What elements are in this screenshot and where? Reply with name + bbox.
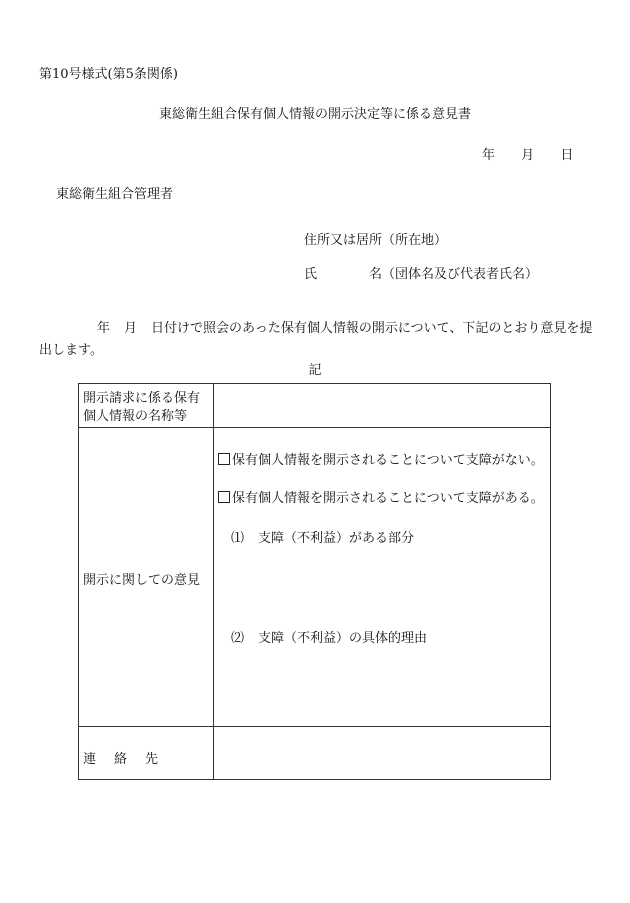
row-label-opinion: 開示に関しての意見 (83, 573, 201, 588)
name-label-right: 名（団体名及び代表者氏名） (369, 267, 539, 282)
date-month-label: 月 (521, 148, 535, 163)
date-line (482, 149, 573, 162)
addressee: 東総衛生組合管理者 (56, 187, 174, 202)
table-column-divider (213, 384, 214, 779)
form-number: 第10号様式(第5条関係) (39, 67, 178, 82)
sub-item-number: ⑵ (231, 631, 245, 646)
contact-char: 連 (83, 752, 97, 767)
row-label-contact (83, 751, 176, 769)
body-paragraph (39, 318, 599, 362)
form-table (78, 383, 551, 780)
body-month-char: 月 (124, 321, 138, 336)
checkbox-hindrance[interactable] (218, 491, 230, 503)
sub-item-text: 支障（不利益）の具体的理由 (258, 631, 428, 646)
option-no-hindrance (218, 452, 544, 470)
sub-item-hindrance-part (231, 530, 414, 548)
row-label-line: 個人情報の名称等 (83, 408, 188, 424)
date-day-label: 日 (560, 148, 574, 163)
contact-char: 先 (145, 752, 159, 767)
row-label-line: 開示請求に係る保有 (83, 391, 201, 406)
option-hindrance-text: 保有個人情報を開示されることについて支障がある。 (232, 491, 544, 506)
body-text: 日付けで照会のあった保有個人情報の開示について、下記のとおり意見を提出します。 (39, 321, 593, 358)
row-label-document-name (83, 390, 200, 425)
address-label: 住所又は居所（所在地） (304, 233, 448, 248)
name-label-left: 氏 (304, 267, 318, 282)
checkbox-no-hindrance[interactable] (218, 453, 230, 465)
option-no-hindrance-text: 保有個人情報を開示されることについて支障がない。 (232, 453, 544, 468)
table-row-divider (79, 427, 550, 428)
date-year-label: 年 (482, 148, 496, 163)
sub-item-hindrance-reason (231, 630, 427, 648)
table-row-divider (79, 726, 550, 727)
option-hindrance (218, 490, 544, 508)
body-year-char: 年 (97, 321, 111, 336)
document-title: 東総衛生組合保有個人情報の開示決定等に係る意見書 (158, 107, 471, 122)
sub-item-number: ⑴ (231, 531, 245, 546)
ki-heading: 記 (308, 363, 322, 378)
sub-item-text: 支障（不利益）がある部分 (258, 531, 415, 546)
name-label (304, 268, 538, 281)
contact-char: 絡 (114, 752, 128, 767)
